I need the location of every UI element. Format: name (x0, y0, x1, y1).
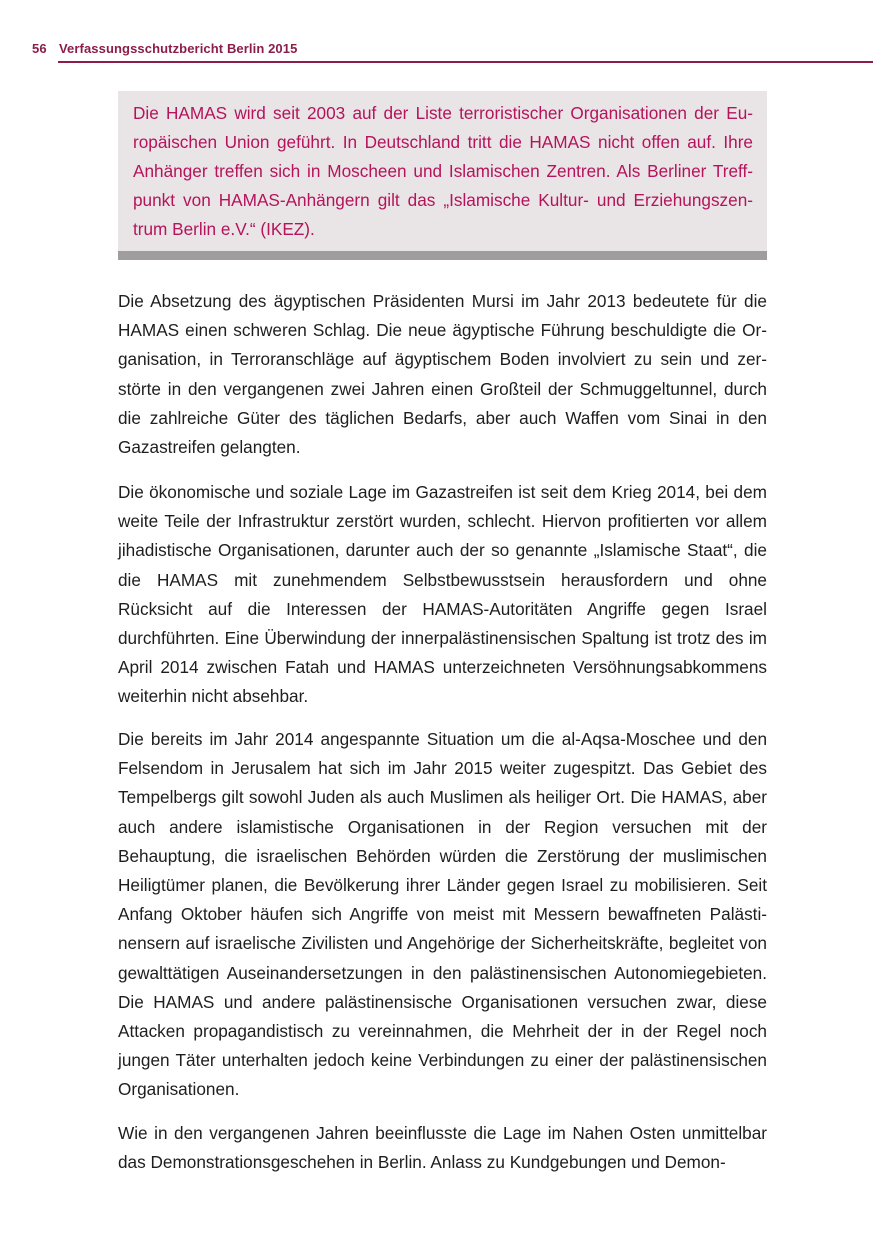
body-paragraph: Wie in den vergangenen Jahren beeinflusste die Lage im Nahen Osten unmittelbar das Demonstrationsgeschehen in Berlin. Anlass zu Kundgebungen und Demon- (118, 1123, 767, 1173)
info-box (118, 91, 767, 251)
header-rule (58, 61, 873, 63)
body-paragraph: Die ökonomische und soziale Lage im Gazastreifen ist seit dem Krieg 2014, bei dem weite Teile der Infrastruktur zerstört wurden, schlecht. Hiervon profitierten vor allem jihadistische Organisationen, darunter auch der so genannte „Islamische Staat“, die die HAMAS mit zunehmendem Selbstbewusstsein herausfordern und ohne Rücksicht auf die Interessen der HAMAS-Autoritäten Angriffe gegen Israel durchführten. Eine Überwindung der innerpalästinensischen Spaltung ist trotz des im April 2014 zwischen Fatah und HAMAS unterzeichneten Versöhnungsabkommens weiterhin nicht absehbar. (118, 482, 767, 707)
page-header (32, 38, 873, 64)
info-box-bottom-bar (118, 251, 767, 260)
info-box-text: Die HAMAS wird seit 2003 auf der Liste terroristischer Organisationen der Europäischen Union geführt. In Deutschland tritt die HAMAS nicht offen auf. Ihre Anhänger treffen sich in Moscheen und Islamischen Zentren. Als Berliner Treffpunkt von HAMAS-Anhängern gilt das „Islamische Kultur- und Erziehungszentrum Berlin e.V.“ (IKEZ). (133, 103, 753, 239)
page-number: 56 (32, 41, 47, 56)
body-paragraph: Die Absetzung des ägyptischen Präsidenten Mursi im Jahr 2013 bedeutete für die HAMAS einen schweren Schlag. Die neue ägyptische Führung beschuldigte die Organisation, in Terroranschläge auf ägyptischem Boden involviert zu sein und zerstörte in den vergangenen zwei Jahren einen Großteil der Schmuggeltunnel, durch die zahlreiche Güter des täglichen Bedarfs, aber auch Waffen vom Sinai in den Gazastreifen gelangten. (118, 291, 767, 458)
running-title: Verfassungsschutzbericht Berlin 2015 (59, 41, 298, 56)
body-paragraph: Die bereits im Jahr 2014 angespannte Situation um die al-Aqsa-Moschee und den Felsendom in Jerusalem hat sich im Jahr 2015 weiter zugespitzt. Das Gebiet des Tempelbergs gilt sowohl Juden als auch Muslimen als heiliger Ort. Die HAMAS, aber auch andere islamistische Organisationen in der Region versuchen mit der Behauptung, die israelischen Behörden würden die Zerstörung der muslimischen Heiligtümer planen, die Bevölkerung ihrer Länder gegen Israel zu mobilisieren. Seit Anfang Oktober häufen sich Angriffe von meist mit Messern bewaffneten Palästinensern auf israelische Zivilisten und Angehörige der Sicherheitskräfte, begleitet von gewalttätigen Auseinandersetzungen in den palästinensischen Autonomiegebieten. Die HAMAS und andere palästinensische Organisationen versuchen zwar, diese Attacken propagandistisch zu vereinnahmen, die Mehrheit der in der Regel noch jungen Täter unterhalten jedoch keine Verbindungen zu einer der palästinensischen Organisationen. (118, 729, 767, 1100)
